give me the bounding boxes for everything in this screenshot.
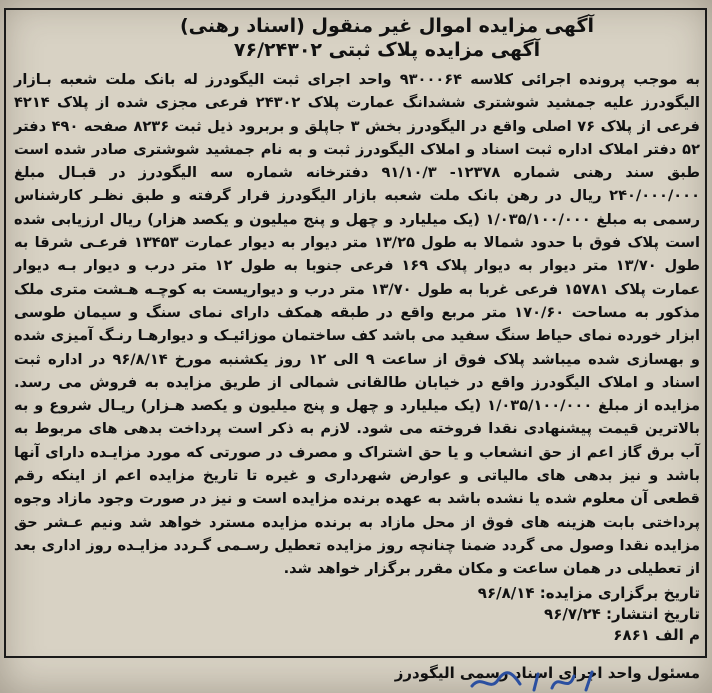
notice-title: آگهی مزایده اموال غیر منقول (اسناد رهنی) <box>179 15 595 37</box>
signature-line: مسئول واحد اجرای اسناد رسمی الیگودرز <box>394 664 700 682</box>
reference-number: م الف ۶۸۶۱ <box>613 625 700 644</box>
publish-date: تاریخ انتشار: ۹۶/۷/۲۴ <box>544 604 700 623</box>
handwritten-mark <box>468 668 608 693</box>
notice-content <box>14 14 700 646</box>
notice-meta <box>14 583 700 646</box>
notice-body: به موجب پرونده اجرائی کلاسه ۹۳۰۰۰۶۴ واحد اجرای ثبت الیگودرز له بانک ملت شعبه بـازار الیگودرز علیه جمشید شوشتری ششدانگ عمارت پلاک ۲۴۳۰۲ فرعی مجزی شده از پلاک ۴۲۱۴ فرعی از پلاک ۷۶ اصلی واقع در الیگودرز بخش ۳ جاپلق و بربرود ذیل ثبت ۸۲۳۶ صفحه ۴۹۰ دفتر ۵۲ دفتر املاک اداره ثبت اسناد و املاک الیگودرز ثبت و به نام جمشید شوشتری صادر شده است طبق سند رهنی شماره ۱۲۳۷۸- ۹۱/۱۰/۳ دفترخانه شماره سه الیگودرز در قبـال مبلغ ۲۴۰/۰۰۰/۰۰۰ ریال در رهن بانک ملت شعبه بازار الیگودرز قرار گرفته و طبق نظـر کارشناس رسمی به مبلغ ۱/۰۳۵/۱۰۰/۰۰۰ (یک میلیارد و چهل و پنج میلیون و یکصد هزار) ریال ارزیابی شده است پلاک فوق با حدود شمالا به طول ۱۳/۲۵ متر دیوار به دیوار عمارت ۱۳۴۵۳ فرعـی شرقا به طول ۱۳/۷۰ متر دیوار به دیوار پلاک ۱۶۹ فرعی جنوبا به طول ۱۲ متر درب و دیوار بـه دیوار عمارت پلاک ۱۵۷۸۱ فرعی غربا به طول ۱۳/۷۰ متر درب و دیواریست به کوچـه هـشت متری ملک مذکور به مساحت ۱۷۰/۶۰ متر مربع واقع در طبقه همکف دارای نمای سنگ و سیمان طوسی ابزار خورده نمای حیاط سنگ سفید می باشد کف ساختمان موزائیـک و دیوارهـا رنـگ آمیزی شده و بهسازی شده میباشد پلاک فوق از ساعت ۹ الی ۱۲ روز یکشنبه مورخ ۹۶/۸/۱۴ در اداره ثبت اسناد و املاک الیگودرز واقع در خیابان طالقانی شمالی از طریق مزایده به فروش می رسد. مزایده از مبلغ ۱/۰۳۵/۱۰۰/۰۰۰ (یک میلیارد و چهل و پنج میلیون و یکصد هـزار) ریـال شروع و به بالاترین قیمت پیشنهادی نقدا فروخته می شود. لازم به ذکر است پرداخت بدهی های مربوط به آب برق گاز اعم از حق انشعاب و یا حق اشتراک و مصرف در صورتی که مورد مزایـده دارای آنها باشد و نیز بدهی های مالیاتی و عوارض شهرداری و غیره تا تاریخ مزایده اعم از اینکه رقم قطعی آن معلوم شده یا نشده باشد به عهده برنده مزایده است و نیز در صورت وجود مازاد وجوه پرداختی بابت هزینه های فوق از محل مازاد به برنده مزایده مسترد خواهد شد ونیم عـشر حق مزایده نقدا وصول می گردد ضمنا چنانچه روز مزایده تعطیل رسـمی گـردد مزایـده روز اداری بعد از تعطیلی در همان ساعت و مکان مقرر برگزار خواهد شد. <box>14 71 701 578</box>
auction-date: تاریخ برگزاری مزایده: ۹۶/۸/۱۴ <box>477 583 700 602</box>
notice-header <box>14 14 700 62</box>
notice-subtitle: آگهی مزایده پلاک ثبتی ۷۶/۲۴۳۰۲ <box>233 39 541 61</box>
